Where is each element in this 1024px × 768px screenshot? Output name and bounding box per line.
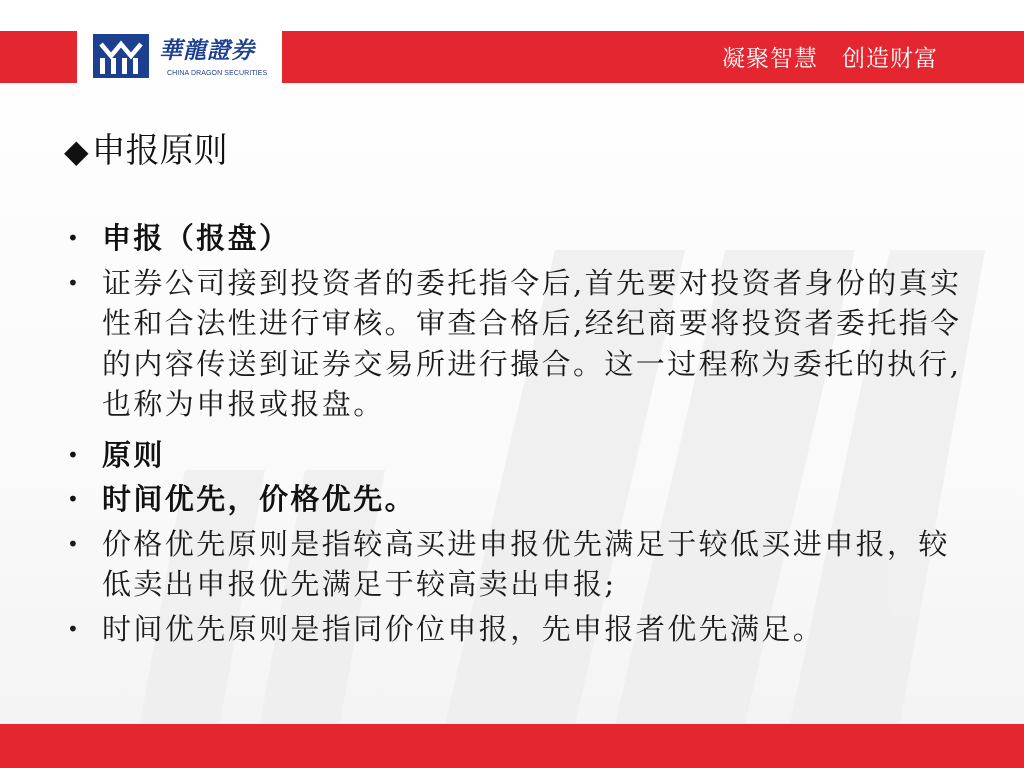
footer-bar — [0, 724, 1024, 768]
bullet-item — [65, 435, 965, 476]
diamond-bullet-icon: ◆ — [64, 132, 89, 170]
logo-script-text: 華龍證券 — [159, 37, 255, 64]
bullet-text: 时间优先，价格优先。 — [102, 482, 417, 516]
bullet-text: 证券公司接到投资者的委托指令后,首先要对投资者身份的真实性和合法性进行审核。审查合格后,经纪商要将投资者委托指令的内容传送到证券交易所进行撮合。这一过程称为委托的执行,也称为申报或报盘。 — [102, 265, 962, 421]
bullet-item — [65, 524, 965, 605]
bullet-list — [65, 218, 965, 653]
bullet-dot-icon: • — [67, 487, 82, 511]
bullet-dot-icon: • — [67, 616, 82, 641]
slogan-part-2: 创造财富 — [842, 46, 938, 72]
logo-subtitle: CHINA DRAGON SECURITIES — [167, 70, 268, 77]
bullet-dot-icon: • — [67, 226, 82, 250]
slide-title-text: 申报原则 — [91, 131, 228, 171]
bullet-text: 时间优先原则是指同价位申报，先申报者优先满足。 — [102, 611, 825, 646]
bullet-dot-icon: • — [67, 531, 82, 556]
bullet-item — [65, 263, 965, 425]
bullet-text: 价格优先原则是指较高买进申报优先满足于较低买进申报，较低卖出申报优先满足于较高卖出申报; — [102, 526, 950, 601]
bullet-item — [65, 479, 965, 520]
bullet-item — [65, 609, 965, 650]
header-slogan — [722, 40, 938, 73]
slogan-part-1: 凝聚智慧 — [722, 46, 818, 72]
slide-title — [64, 123, 228, 172]
bullet-text: 原则 — [102, 437, 165, 472]
bullet-item — [65, 218, 965, 259]
company-logo — [77, 26, 282, 84]
bullet-dot-icon: • — [67, 270, 82, 295]
logo-mark-icon — [93, 34, 149, 78]
bullet-dot-icon: • — [67, 442, 82, 467]
bullet-text: 申报（报盘） — [102, 221, 291, 255]
